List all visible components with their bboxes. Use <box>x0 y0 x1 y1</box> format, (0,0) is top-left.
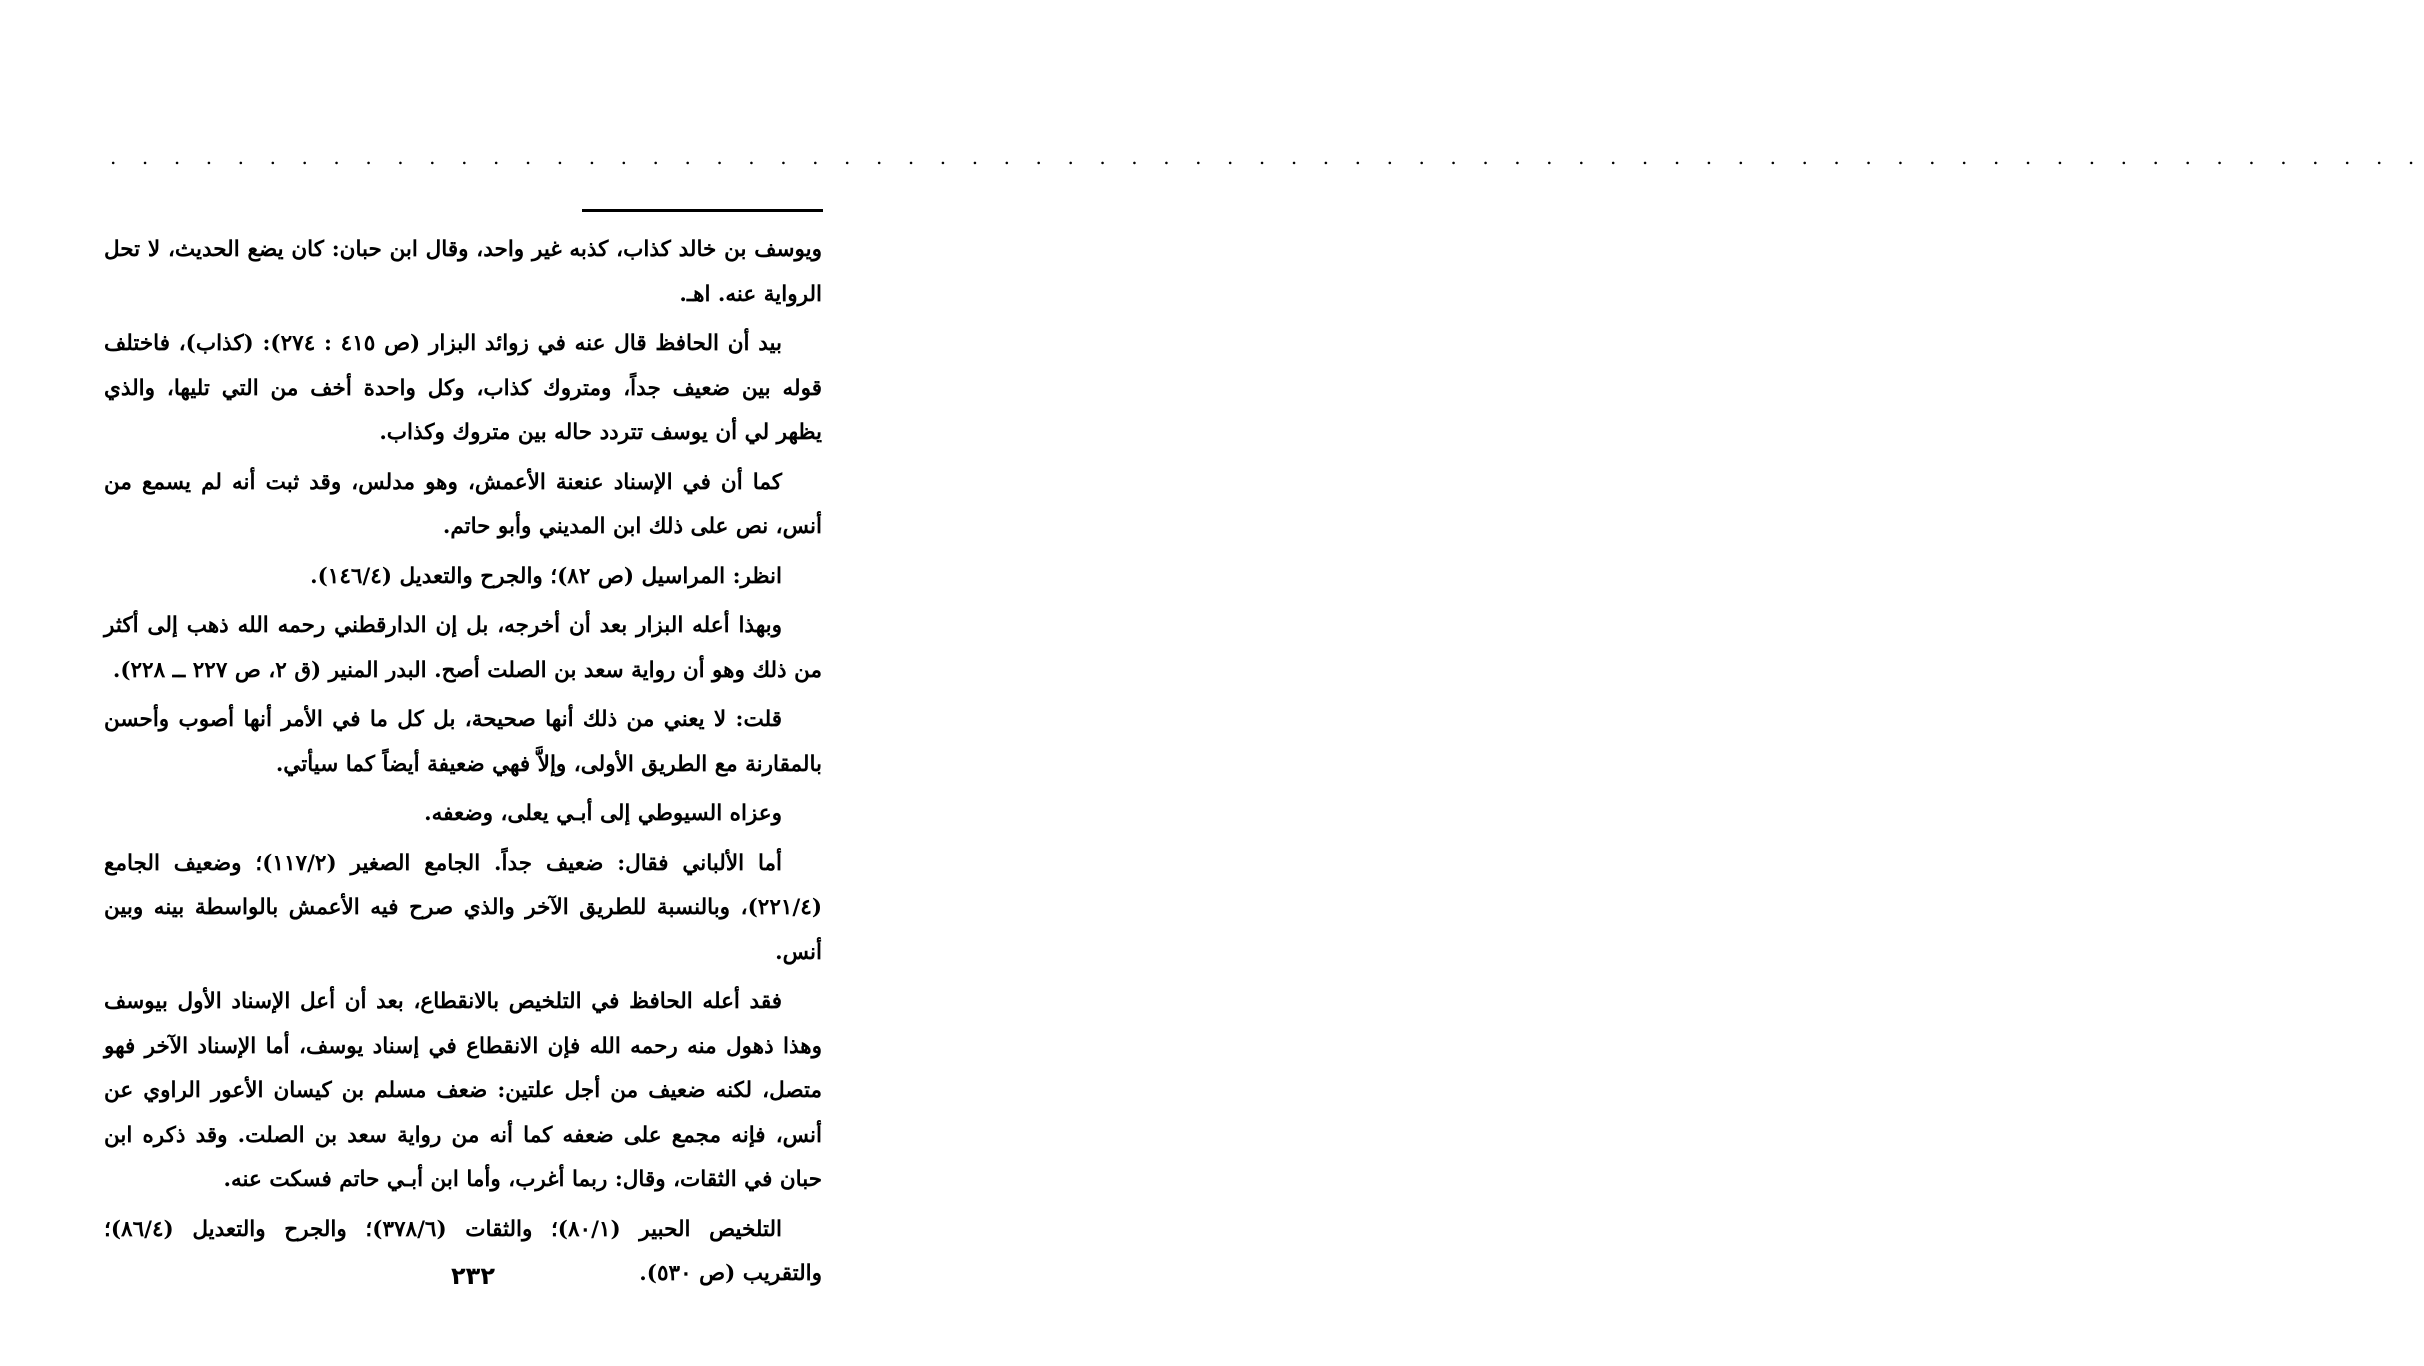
paragraph: كما أن في الإسناد عنعنة الأعمش، وهو مدلس، وقد ثبت أنه لم يسمع من أنس، نص على ذلك ابن المديني وأبو حاتم. <box>104 469 822 539</box>
separator-dots: . . . . . . . . . . . . . . . . . . . . . . . . . . . . . . . . . . . . . . . . . . . . . . . . . . . . . . . . . . . . . . . . . . . . . . . . . <box>110 145 2424 169</box>
paragraph: التلخيص الحبير (٨٠/١)؛ والثقات (٣٧٨/٦)؛ والجرح والتعديل (٨٦/٤)؛ والتقريب (ص ٥٣٠). <box>104 1216 822 1286</box>
paragraph: ويوسف بن خالد كذاب، كذبه غير واحد، وقال ابن حبان: كان يضع الحديث، لا تحل الرواية عنه. اهـ. <box>104 237 822 307</box>
paragraph: وعزاه السيوطي إلى أبـي يعلى، وضعفه. <box>424 801 782 826</box>
footnote-text <box>104 228 822 1302</box>
paragraph: انظر: المراسيل (ص ٨٢)؛ والجرح والتعديل (١٤٦/٤). <box>310 563 782 589</box>
paragraph: وبهذا أعله البزار بعد أن أخرجه، بل إن الدارقطني رحمه الله ذهب إلى أكثر من ذلك وهو أن رواية سعد بن الصلت أصح. البدر المنير (ق ٢، ص ٢٢٧ ــ ٢٢٨). <box>104 613 822 683</box>
paragraph: فقد أعله الحافظ في التلخيص بالانقطاع، بعد أن أعل الإسناد الأول بيوسف وهذا ذهول منه رحمه الله فإن الانقطاع في إسناد يوسف، أما الإسناد الآخر فهو متصل، لكنه ضعيف من أجل علتين: ضعف مسلم بن كيسان الأعور الراوي عن أنس، فإنه مجمع على ضعفه كما أنه من رواية سعد بن الصلت. وقد ذكره ابن حبان في الثقات، وقال: ربما أغرب، وأما ابن أبـي حاتم فسكت عنه. <box>104 989 822 1192</box>
paragraph: بيد أن الحافظ قال عنه في زوائد البزار (ص ٤١٥ : ٢٧٤): (كذاب)، فاختلف قوله بين ضعيف جداً، ومتروك كذاب، وكل واحدة أخف من التي تليها، والذي يظهر لي أن يوسف تتردد حاله بين متروك وكذاب. <box>104 331 822 445</box>
paragraph: قلت: لا يعني من ذلك أنها صحيحة، بل كل ما في الأمر أنها أصوب وأحسن بالمقارنة مع الطريق الأولى، وإلاَّ فهي ضعيفة أيضاً كما سيأتي. <box>104 707 822 777</box>
paragraph: أما الألباني فقال: ضعيف جداً. الجامع الصغير (١١٧/٢)؛ وضعيف الجامع (٢٢١/٤)، وبالنسبة للطريق الآخر والذي صرح فيه الأعمش بالواسطة بينه وبين أنس. <box>104 850 822 965</box>
page-number: ٢٣٢ <box>451 1262 495 1290</box>
footnote-rule <box>582 209 823 212</box>
